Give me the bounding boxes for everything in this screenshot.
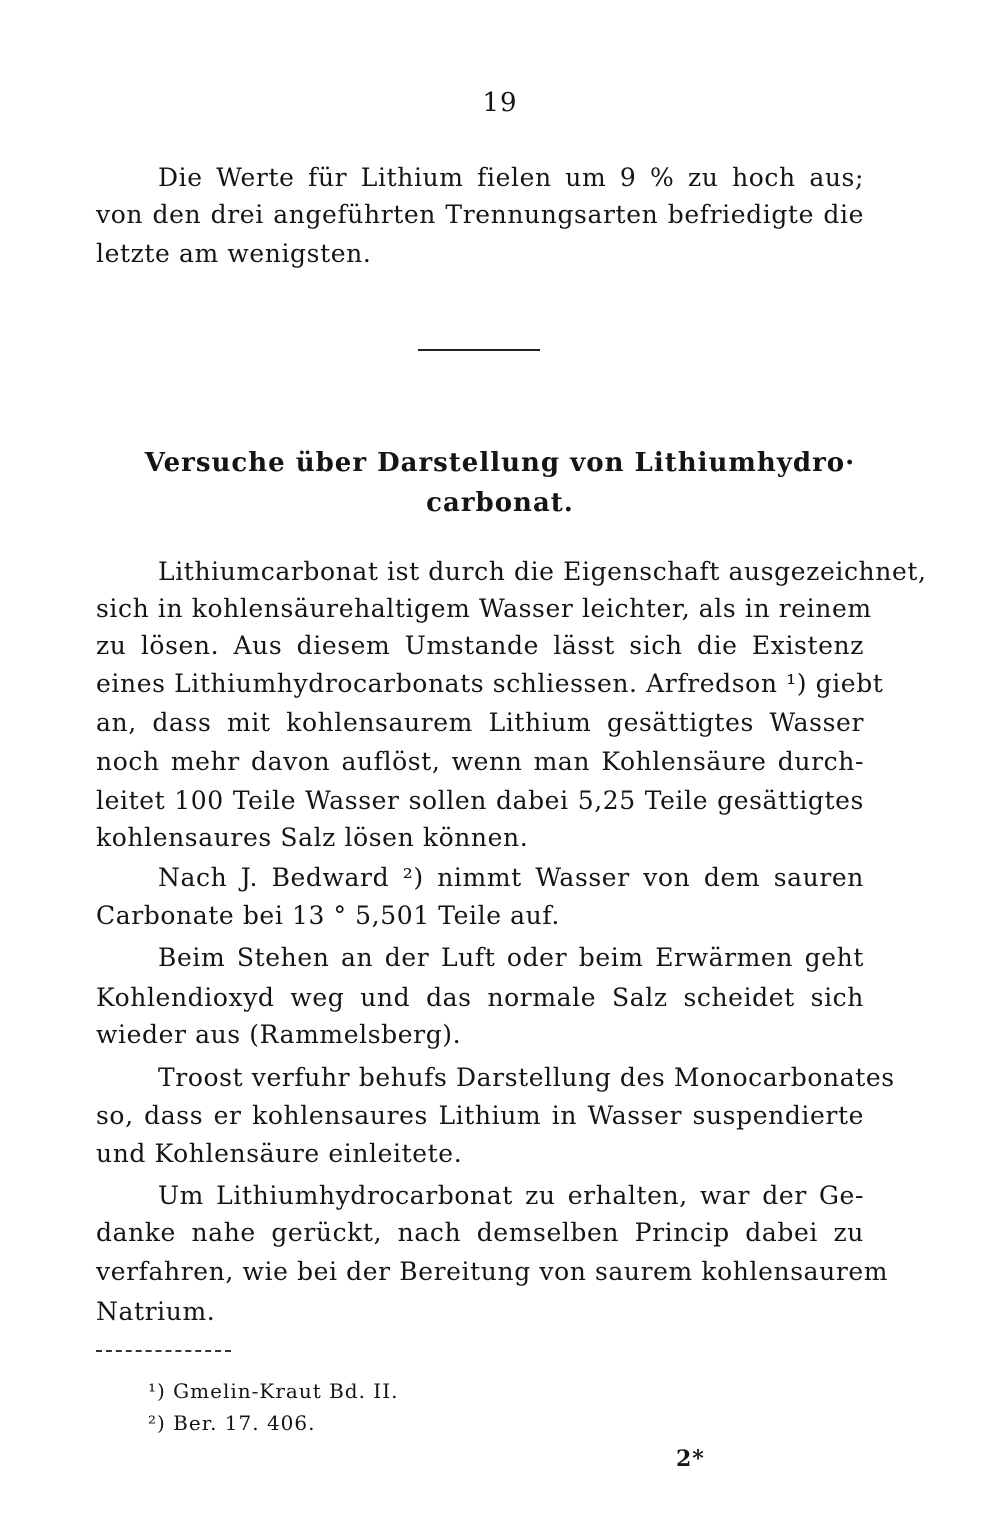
intro-line: von den drei angeführten Trennungsarten befriedigte die — [96, 200, 864, 229]
paragraph-line: Lithiumcarbonat ist durch die Eigenschaft ausgezeichnet, — [158, 557, 927, 586]
paragraph-line: Nach J. Bedward ²) nimmt Wasser von dem sauren — [158, 863, 864, 892]
paragraph-line: Natrium. — [96, 1297, 216, 1326]
footnote-1: ¹) Gmelin-Kraut Bd. II. — [148, 1379, 399, 1403]
paragraph-line: an, dass mit kohlensaurem Lithium gesättigtes Wasser — [96, 708, 864, 737]
page-number: 19 — [482, 88, 518, 118]
section-heading-line2: carbonat. — [426, 488, 574, 518]
intro-line: letzte am wenigsten. — [96, 239, 372, 268]
paragraph-line: eines Lithiumhydrocarbonats schliessen. Arfredson ¹) giebt — [96, 669, 884, 698]
paragraph-line: leitet 100 Teile Wasser sollen dabei 5,25 Teile gesättigtes — [96, 786, 864, 815]
paragraph-line: so, dass er kohlensaures Lithium in Wasser suspendierte — [96, 1101, 864, 1130]
paragraph-line: kohlensaures Salz lösen können. — [96, 823, 529, 852]
paragraph-line: Kohlendioxyd weg und das normale Salz scheidet sich — [96, 983, 864, 1012]
paragraph-line: sich in kohlensäurehaltigem Wasser leichter, als in reinem — [96, 594, 872, 623]
intro-line: Die Werte für Lithium fielen um 9 % zu hoch aus; — [158, 163, 864, 192]
paragraph-line: Troost verfuhr behufs Darstellung des Monocarbonates — [158, 1063, 895, 1092]
paragraph-line: danke nahe gerückt, nach demselben Princip dabei zu — [96, 1218, 864, 1247]
footnote-divider — [96, 1350, 231, 1352]
paragraph-line: und Kohlensäure einleitete. — [96, 1139, 463, 1168]
section-divider — [418, 349, 540, 351]
paragraph-line: Carbonate bei 13 ° 5,501 Teile auf. — [96, 901, 560, 930]
paragraph-line: zu lösen. Aus diesem Umstande lässt sich die Existenz — [96, 631, 864, 660]
paragraph-line: noch mehr davon auflöst, wenn man Kohlensäure durch- — [96, 747, 864, 776]
signature-mark: 2* — [676, 1446, 705, 1472]
paragraph-line: Um Lithiumhydrocarbonat zu erhalten, war der Ge- — [158, 1181, 864, 1210]
paragraph-line: Beim Stehen an der Luft oder beim Erwärmen geht — [158, 943, 864, 972]
footnote-2: ²) Ber. 17. 406. — [148, 1411, 316, 1435]
section-heading-line1: Versuche über Darstellung von Lithiumhydro· — [144, 448, 856, 478]
paragraph-line: wieder aus (Rammelsberg). — [96, 1020, 462, 1049]
paragraph-line: verfahren, wie bei der Bereitung von saurem kohlensaurem — [96, 1257, 889, 1286]
